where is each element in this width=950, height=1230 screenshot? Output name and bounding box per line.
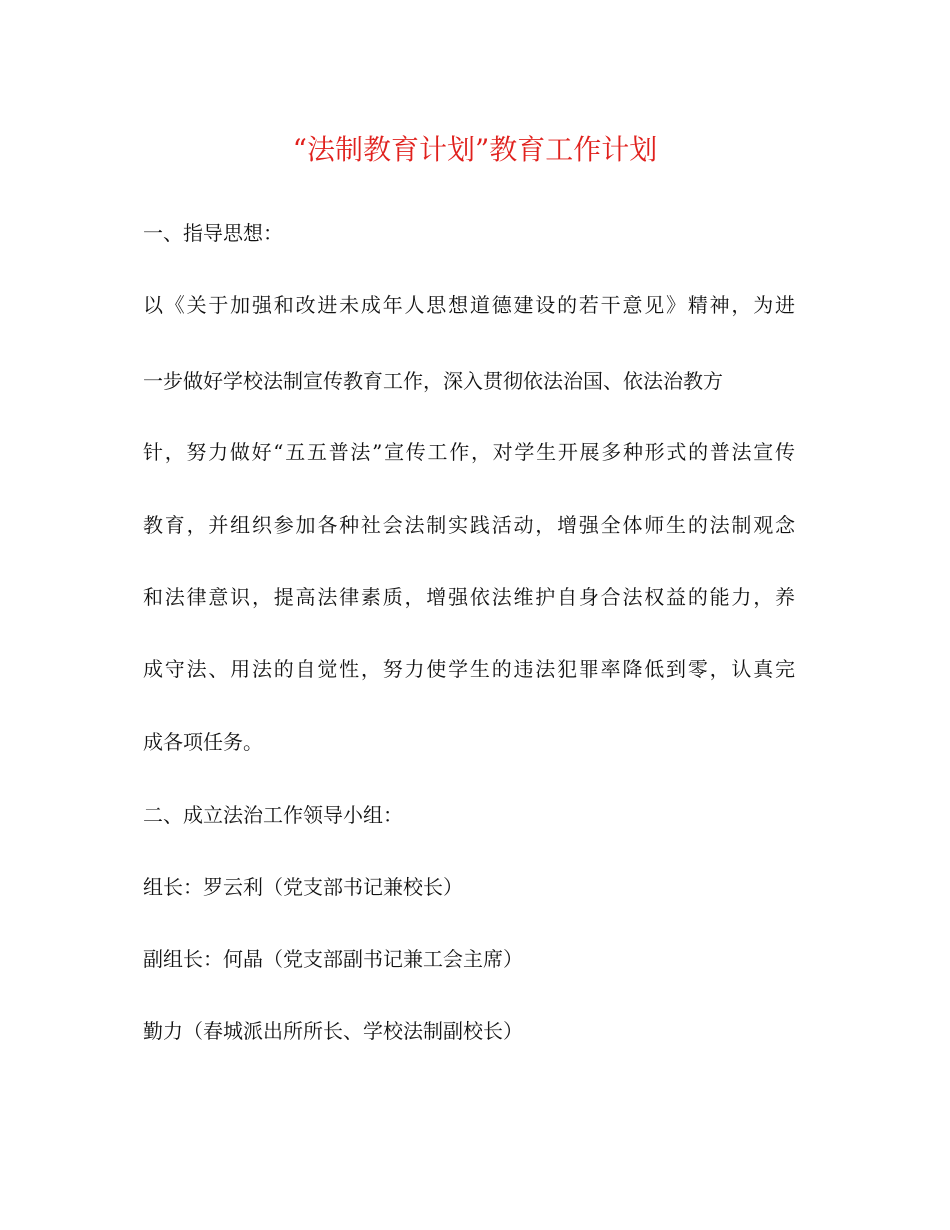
section-heading-leadership-group: 二、成立法治工作领导小组： xyxy=(143,803,403,827)
paragraph-line: 教育，并组织参加各种社会法制实践活动，增强全体师生的法制观念 xyxy=(143,513,795,537)
document-title: “法制教育计划”教育工作计划 xyxy=(292,133,658,166)
member-line-deputy-leader: 副组长：何晶（党支部副书记兼工会主席） xyxy=(143,947,523,971)
paragraph-line: 以《关于加强和改进未成年人思想道德建设的若干意见》精神，为进 xyxy=(143,293,795,317)
paragraph-line: 针，努力做好“五五普法”宣传工作，对学生开展多种形式的普法宣传 xyxy=(143,440,795,464)
member-line-member: 勤力（春城派出所所长、学校法制副校长） xyxy=(143,1019,523,1043)
section-heading-guiding-ideology: 一、指导思想： xyxy=(143,221,283,245)
paragraph-line: 成守法、用法的自觉性，努力使学生的违法犯罪率降低到零，认真完 xyxy=(143,657,795,681)
member-line-group-leader: 组长：罗云利（党支部书记兼校长） xyxy=(143,875,463,899)
paragraph-line: 和法律意识，提高法律素质，增强依法维护自身合法权益的能力，养 xyxy=(143,585,795,609)
paragraph-line: 一步做好学校法制宣传教育工作，深入贯彻依法治国、依法治教方 xyxy=(143,369,723,393)
paragraph-line: 成各项任务。 xyxy=(143,730,263,754)
